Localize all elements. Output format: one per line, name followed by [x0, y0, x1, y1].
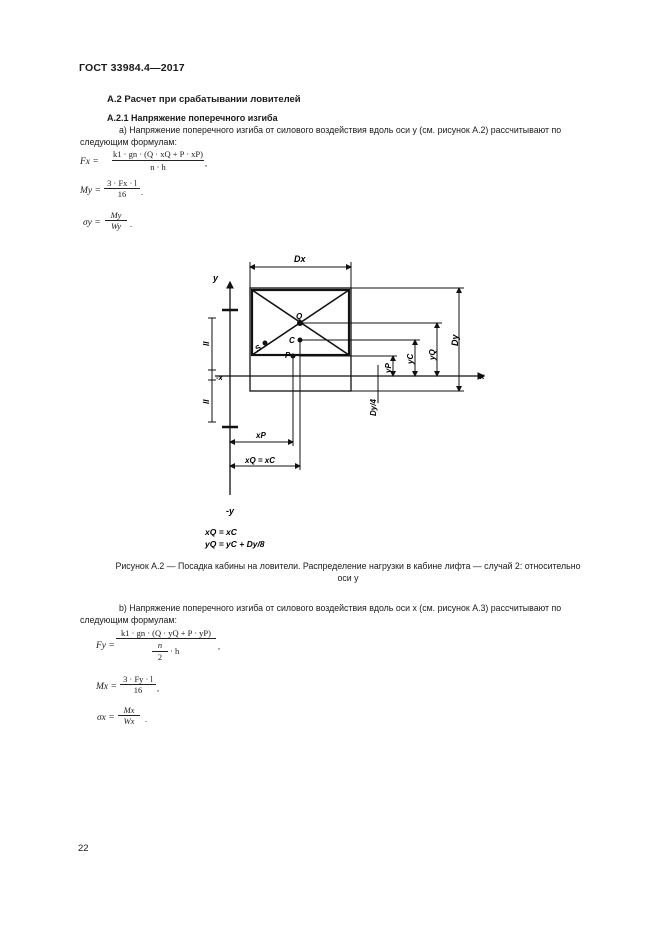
formula-fy-fraction — [116, 628, 216, 669]
label-y-axis: y — [213, 273, 219, 283]
formula-fy-den-top: n — [157, 640, 163, 650]
label-yp: yP — [384, 363, 393, 373]
note-line2: yQ = yC + Dy/8 — [205, 539, 265, 549]
label-s: S — [253, 343, 264, 354]
formula-mx-tail: , — [157, 683, 160, 693]
formula-sigma-x-tail: . — [145, 714, 148, 724]
label-yc: yC — [406, 353, 415, 364]
section-title: А.2 Расчет при срабатывании ловителей — [107, 94, 301, 105]
paragraph-a-line2: следующим формулам: — [80, 137, 177, 147]
formula-mx-lhs: Mx = — [96, 682, 117, 692]
formula-fx-fraction — [112, 149, 204, 172]
point-c — [298, 338, 303, 343]
label-yq: yQ — [428, 349, 437, 360]
formula-fx-lhs: Fx = — [80, 157, 99, 167]
paragraph-a-line1: а) Напряжение поперечного изгиба от силового воздействия вдоль оси y (см. рисунок А.2) рассчитывают по — [119, 125, 562, 135]
label-dy4: Dy/4 — [369, 399, 378, 416]
figure-a2-diagram — [195, 245, 495, 555]
formula-sigma-y-numerator: My — [110, 210, 122, 220]
label-half-bottom: II — [202, 399, 211, 404]
formula-sigma-y-fraction — [105, 210, 127, 231]
formula-fy-den-tail: · h — [170, 646, 180, 656]
label-xq-xc: xQ = xC — [245, 456, 276, 465]
formula-fx-denominator: n · h — [112, 160, 204, 172]
formula-sigma-y-lhs: σy = — [83, 218, 101, 228]
formula-fx-tail: , — [205, 158, 208, 168]
paragraph-b-line2: следующим формулам: — [80, 615, 177, 625]
formula-my-lhs: My = — [80, 186, 101, 196]
formula-sigma-x-denominator: Wx — [118, 715, 140, 726]
formula-sigma-x-numerator: Mx — [123, 705, 135, 715]
figure-caption — [78, 560, 618, 584]
label-p: P — [285, 351, 291, 360]
formula-sigma-x-lhs: σx = — [97, 713, 115, 723]
label-dy: Dy — [450, 334, 460, 346]
formula-fy-tail: , — [218, 641, 221, 651]
formula-sigma-y-denominator: Wy — [105, 220, 127, 231]
label-xp: xP — [256, 431, 266, 440]
formula-fy-lhs: Fy = — [96, 641, 115, 651]
formula-fy-numerator: k1 · gn · (Q · yQ + P · yP) — [121, 628, 211, 638]
paragraph-b-line1: b) Напряжение поперечного изгиба от силового воздействия вдоль оси x (см. рисунок А.3) рассчитывают по — [119, 603, 562, 613]
formula-my-fraction — [104, 178, 140, 199]
label-c: C — [289, 336, 295, 345]
formula-my-numerator: 3 · Fx · l — [107, 178, 137, 188]
label-x-axis: x — [480, 372, 485, 381]
formula-fy-denominator — [116, 638, 216, 669]
formula-my-tail: . — [141, 187, 144, 197]
formula-fx-numerator: k1 · gn · (Q · xQ + P · xP) — [113, 149, 203, 159]
note-line1: xQ = xC — [205, 527, 237, 537]
page-number: 22 — [78, 843, 89, 854]
document-header: ГОСТ 33984.4—2017 — [79, 62, 185, 74]
formula-sigma-y-tail: . — [130, 219, 133, 229]
label-half-top: II — [202, 341, 211, 346]
formula-mx-numerator: 3 · Fy · l — [123, 674, 153, 684]
caption-line2: оси y — [337, 573, 359, 583]
formula-mx-denominator: 16 — [120, 684, 156, 695]
label-neg-x: -x — [216, 373, 223, 382]
formula-fy-den-mid: 2 — [152, 651, 168, 662]
label-q: Q — [296, 312, 303, 321]
formula-sigma-x-fraction — [118, 705, 140, 726]
formula-mx-fraction — [120, 674, 156, 695]
caption-line1: Рисунок А.2 — Посадка кабины на ловители. Распределение нагрузки в кабине лифта — случай 2: относительно — [115, 561, 581, 571]
formula-my-denominator: 16 — [104, 188, 140, 199]
label-neg-y: -y — [226, 506, 235, 516]
point-p — [291, 354, 296, 359]
subsection-title: А.2.1 Напряжение поперечного изгиба — [107, 113, 278, 123]
point-s — [263, 341, 268, 346]
label-dx: Dx — [294, 254, 306, 264]
